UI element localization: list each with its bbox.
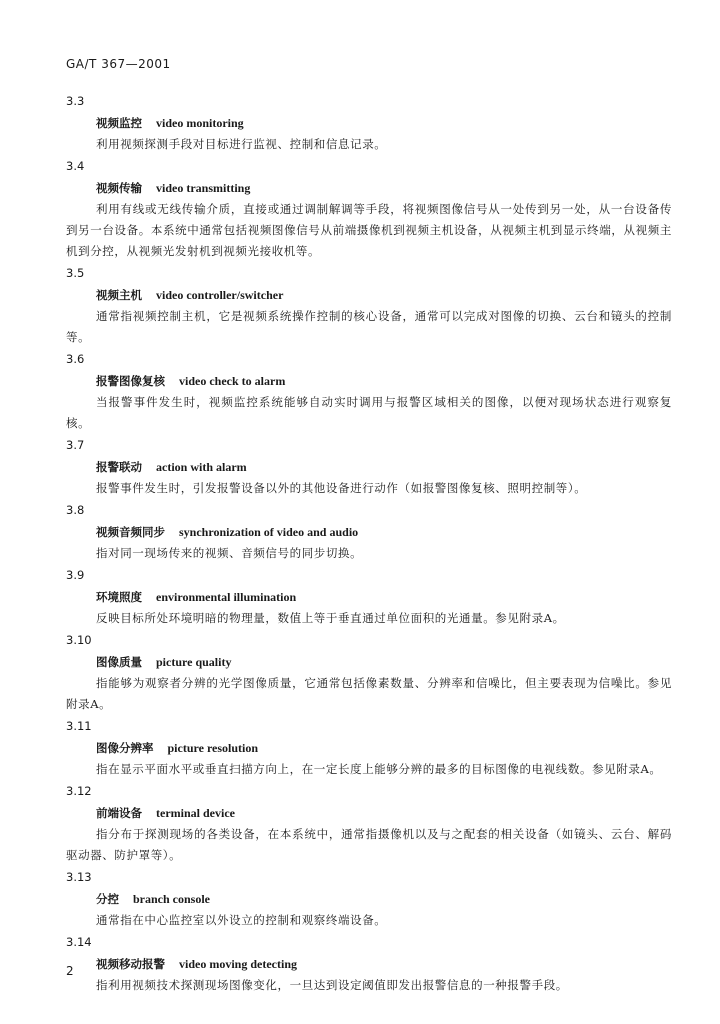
term-number: 3.9	[66, 568, 85, 582]
term-number: 3.11	[66, 719, 92, 733]
term-chinese: 图像质量	[96, 655, 142, 669]
term-heading	[66, 456, 672, 478]
term-english: picture quality	[156, 655, 232, 669]
term-definition: 通常指视频控制主机，它是视频系统操作控制的核心设备，通常可以完成对图像的切换、云台和镜头的控制等。	[66, 309, 672, 344]
term-number: 3.6	[66, 352, 85, 366]
term-entry	[66, 348, 672, 434]
term-entry	[66, 90, 672, 155]
term-entry	[66, 155, 672, 262]
term-english: video moving detecting	[179, 957, 297, 971]
term-entry	[66, 434, 672, 499]
term-definition: 利用视频探测手段对目标进行监视、控制和信息记录。	[96, 137, 387, 151]
page-number: 2	[66, 964, 74, 978]
term-heading	[66, 802, 672, 824]
term-chinese: 图像分辨率	[96, 741, 154, 755]
standard-code-header: GA/T 367—2001	[66, 57, 171, 71]
term-chinese: 报警图像复核	[96, 374, 165, 388]
term-definition: 报警事件发生时，引发报警设备以外的其他设备进行动作（如报警图像复核、照明控制等）。	[96, 481, 587, 495]
term-entry	[66, 564, 672, 629]
term-definition: 指对同一现场传来的视频、音频信号的同步切换。	[96, 546, 363, 560]
term-heading	[66, 370, 672, 392]
term-chinese: 环境照度	[96, 590, 142, 604]
term-heading	[66, 737, 672, 759]
term-number: 3.12	[66, 784, 92, 798]
term-entry	[66, 499, 672, 564]
term-definition: 指在显示平面水平或垂直扫描方向上，在一定长度上能够分辨的最多的目标图像的电视线数。参见附录A。	[96, 762, 662, 776]
term-english: picture resolution	[167, 741, 259, 755]
term-english: terminal device	[156, 806, 235, 820]
term-number: 3.8	[66, 503, 85, 517]
term-entry	[66, 629, 672, 715]
term-english: video check to alarm	[179, 374, 286, 388]
term-heading	[66, 651, 672, 673]
term-chinese: 视频音频同步	[96, 525, 165, 539]
term-entry	[66, 931, 672, 996]
term-definition: 通常指在中心监控室以外设立的控制和观察终端设备。	[96, 913, 387, 927]
term-number: 3.14	[66, 935, 92, 949]
term-entry	[66, 780, 672, 866]
term-heading	[66, 112, 672, 134]
term-english: action with alarm	[156, 460, 247, 474]
term-definition: 利用有线或无线传输介质，直接或通过调制解调等手段，将视频图像信号从一处传到另一处，从一台设备传到另一台设备。本系统中通常包括视频图像信号从前端摄像机到视频主机设备，从视频主机到显示终端，从视频主机到分控，从视频光发射机到视频光接收机等。	[66, 202, 672, 258]
term-definition: 反映目标所处环境明暗的物理量，数值上等于垂直通过单位面积的光通量。参见附录A。	[96, 611, 565, 625]
term-number: 3.7	[66, 438, 85, 452]
term-english: video transmitting	[156, 181, 251, 195]
term-number: 3.5	[66, 266, 85, 280]
term-entry	[66, 715, 672, 780]
term-number: 3.10	[66, 633, 92, 647]
term-number: 3.3	[66, 94, 85, 108]
term-definition: 当报警事件发生时，视频监控系统能够自动实时调用与报警区域相关的图像，以便对现场状态进行观察复核。	[66, 395, 672, 430]
term-definition: 指能够为观察者分辨的光学图像质量，它通常包括像素数量、分辨率和信噪比，但主要表现为信噪比。参见附录A。	[66, 676, 672, 711]
term-english: video controller/switcher	[156, 288, 284, 302]
term-chinese: 视频监控	[96, 116, 142, 130]
term-entry	[66, 866, 672, 931]
term-english: branch console	[133, 892, 211, 906]
terms-list	[66, 90, 672, 996]
term-heading	[66, 177, 672, 199]
term-english: video monitoring	[156, 116, 244, 130]
term-english: synchronization of video and audio	[179, 525, 359, 539]
term-heading	[66, 521, 672, 543]
term-chinese: 视频主机	[96, 288, 142, 302]
term-definition: 指利用视频技术探测现场图像变化，一旦达到设定阈值即发出报警信息的一种报警手段。	[96, 978, 568, 992]
term-heading	[66, 888, 672, 910]
term-entry	[66, 262, 672, 348]
term-chinese: 报警联动	[96, 460, 142, 474]
term-heading	[66, 586, 672, 608]
term-heading	[66, 284, 672, 306]
term-chinese: 视频传输	[96, 181, 142, 195]
term-chinese: 前端设备	[96, 806, 142, 820]
term-english: environmental illumination	[156, 590, 297, 604]
term-chinese: 视频移动报警	[96, 957, 165, 971]
term-number: 3.13	[66, 870, 92, 884]
term-number: 3.4	[66, 159, 85, 173]
term-chinese: 分控	[96, 892, 119, 906]
term-definition: 指分布于探测现场的各类设备，在本系统中，通常指摄像机以及与之配套的相关设备（如镜头、云台、解码驱动器、防护罩等）。	[66, 827, 672, 862]
term-heading	[66, 953, 672, 975]
